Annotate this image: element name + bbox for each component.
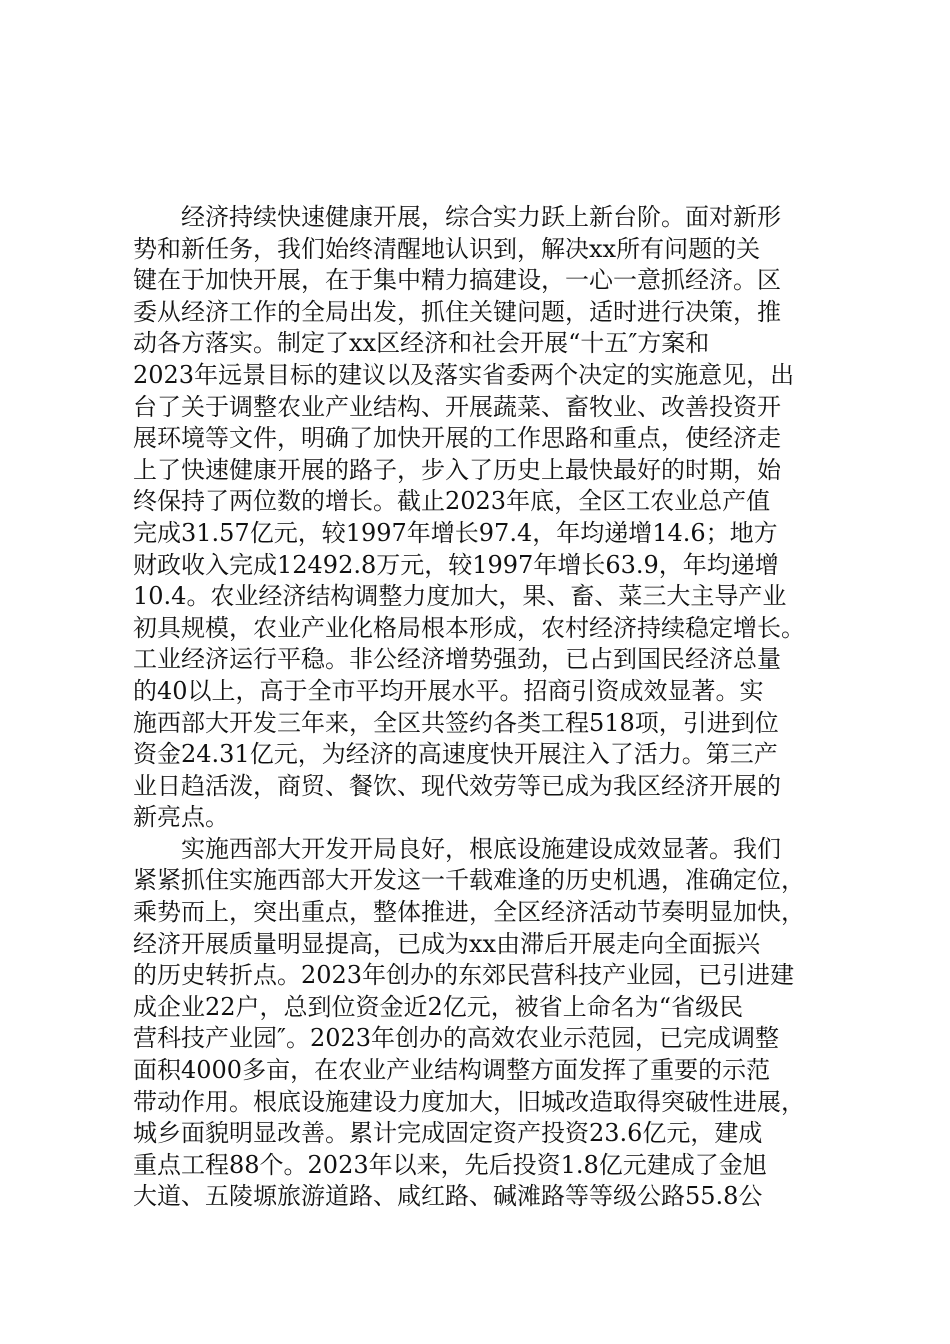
paragraph-1-line-7: 台了关于调整农业产业结构、开展蔬菜、畜牧业、改善投资开 (133, 392, 781, 421)
paragraph-1-line-18: 资金24.31亿元，为经济的高速度快开展注入了活力。第三产 (133, 740, 778, 769)
paragraph-1-line-12: 财政收入完成12492.8万元，较1997年增长63.9，年均递增 (133, 550, 779, 579)
paragraph-2-line-6: 成企业22户，总到位资金近2亿元，被省上命名为“省级民 (133, 992, 744, 1021)
paragraph-2-line-9: 带动作用。根底设施建设力度加大，旧城改造取得突破性进展， (133, 1087, 805, 1116)
paragraph-1-line-11: 完成31.57亿元，较1997年增长97.4，年均递增14.6；地方 (133, 518, 778, 547)
paragraph-1-line-16: 的40以上，高于全市平均开展水平。招商引资成效显著。实 (133, 676, 764, 705)
paragraph-2-line-12: 大道、五陵塬旅游道路、咸红路、碱滩路等等级公路55.8公 (133, 1182, 763, 1211)
paragraph-2-line-7: 营科技产业园″。2023年创办的高效农业示范园，已完成调整 (133, 1024, 780, 1053)
paragraph-1-line-17: 施西部大开发三年来，全区共签约各类工程518项，引进到位 (133, 708, 779, 737)
paragraph-1-line-5: 动各方落实。制定了xx区经济和社会开展“十五″方案和 (133, 329, 710, 358)
paragraph-1-line-20: 新亮点。 (133, 803, 229, 832)
paragraph-1-line-14: 初具规模，农业产业化格局根本形成，农村经济持续稳定增长。 (133, 613, 805, 642)
paragraph-1-line-1: 经济持续快速健康开展，综合实力跃上新台阶。面对新形 (181, 203, 781, 231)
paragraph-2-line-2: 紧紧抓住实施西部大开发这一千载难逢的历史机遇，准确定位， (133, 866, 805, 895)
paragraph-2-line-11: 重点工程88个。2023年以来，先后投资1.8亿元建成了金旭 (133, 1150, 767, 1179)
paragraph-1-line-9: 上了快速健康开展的路子，步入了历史上最快最好的时期，始 (133, 455, 781, 484)
paragraph-1-line-8: 展环境等文件，明确了加快开展的工作思路和重点，使经济走 (133, 424, 781, 453)
paragraph-1-line-10: 终保持了两位数的增长。截止2023年底，全区工农业总产值 (133, 487, 771, 516)
paragraph-2-line-8: 面积4000多亩，在农业产业结构调整方面发挥了重要的示范 (133, 1056, 771, 1085)
paragraph-2-line-10: 城乡面貌明显改善。累计完成固定资产投资23.6亿元，建成 (133, 1119, 763, 1148)
paragraph-2-line-1: 实施西部大开发开局良好，根底设施建设成效显著。我们 (181, 834, 781, 863)
paragraph-1-line-3: 键在于加快开展，在于集中精力搞建设，一心一意抓经济。区 (133, 266, 781, 295)
paragraph-1-line-6: 2023年远景目标的建议以及落实省委两个决定的实施意见，出 (133, 360, 795, 389)
paragraph-2-line-3: 乘势而上，突出重点，整体推进，全区经济活动节奏明显加快， (133, 898, 805, 927)
paragraph-2-line-4: 经济开展质量明显提高，已成为xx由滞后开展走向全面振兴 (133, 929, 761, 958)
paragraph-1-line-15: 工业经济运行平稳。非公经济增势强劲，已占到国民经济总量 (133, 645, 781, 674)
paragraph-1-line-4: 委从经济工作的全局出发，抓住关键问题，适时进行决策，推 (133, 297, 781, 326)
paragraph-1-line-13: 10.4。农业经济结构调整力度加大，果、畜、菜三大主导产业 (133, 582, 787, 611)
paragraph-1-line-19: 业日趋活泼，商贸、餐饮、现代效劳等已成为我区经济开展的 (133, 771, 781, 800)
paragraph-2-line-5: 的历史转折点。2023年创办的东郊民营科技产业园，已引进建 (133, 961, 795, 990)
paragraph-1-line-2: 势和新任务，我们始终清醒地认识到，解决xx所有问题的关 (133, 234, 761, 263)
body-text (133, 202, 833, 1213)
